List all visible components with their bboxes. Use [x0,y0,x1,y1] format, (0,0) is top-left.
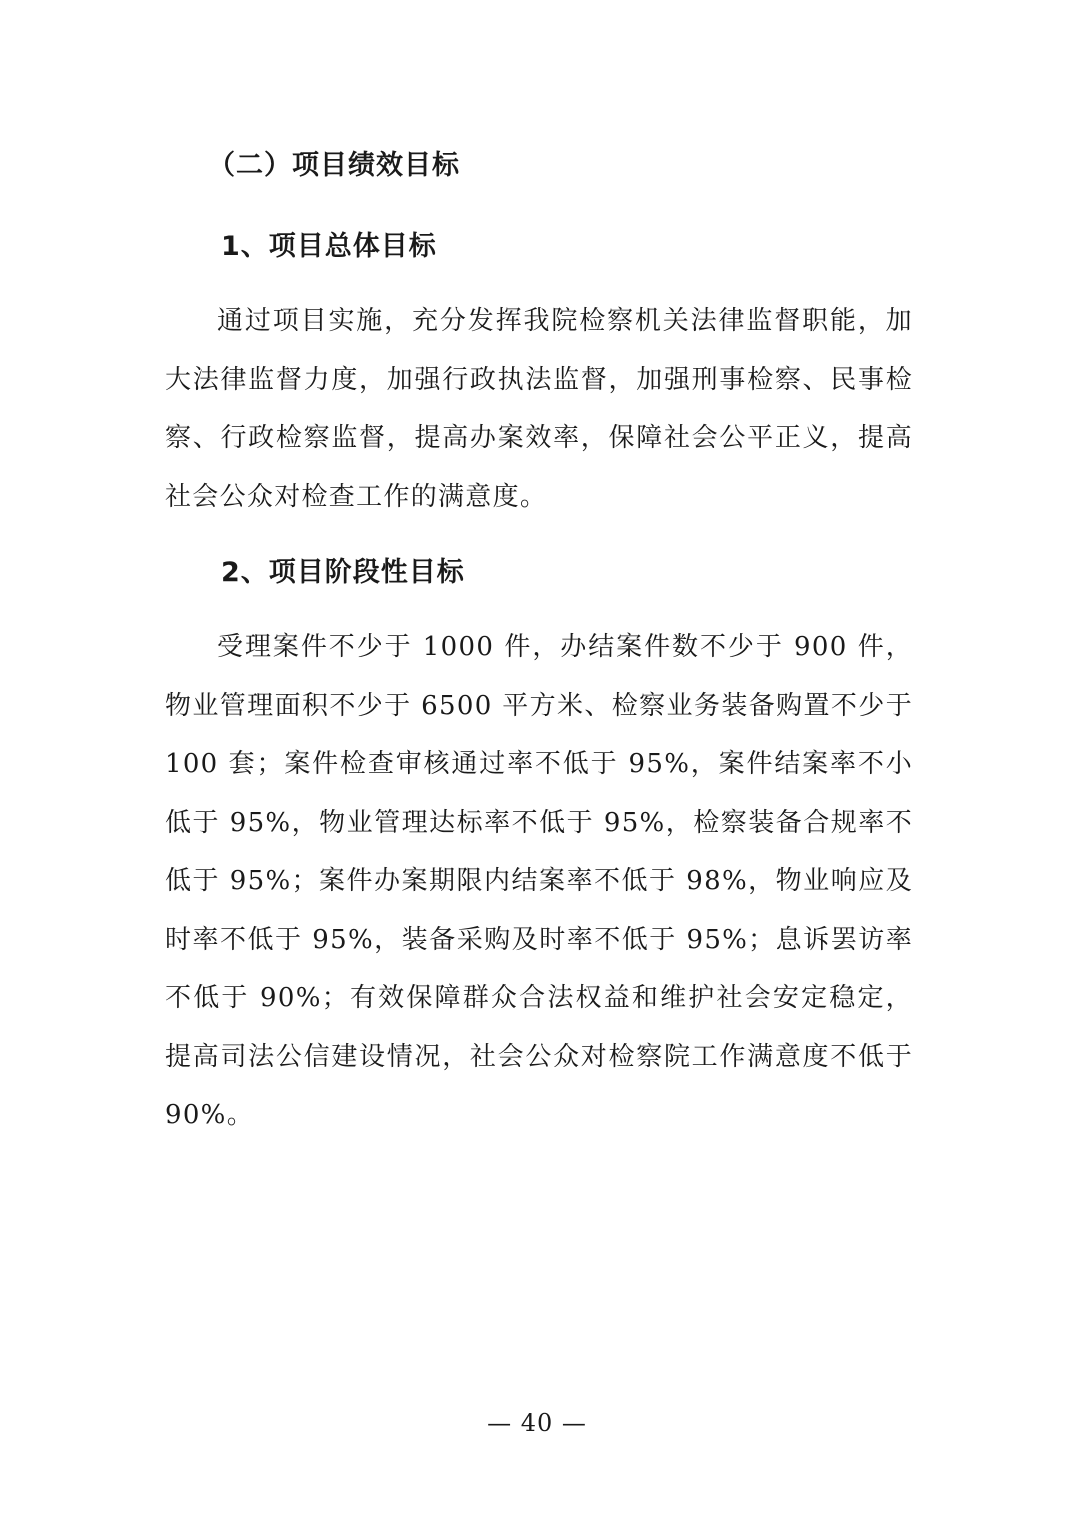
sub-heading-stage-goal: 2、项目阶段性目标 [221,557,465,588]
section-heading: （二）项目绩效目标 [208,150,460,181]
paragraph-overall-goal: 通过项目实施，充分发挥我院检察机关法律监督职能，加大法律监督力度，加强行政执法监督，加强刑事检察、民事检察、行政检察监督，提高办案效率，保障社会公平正义，提高社会公众对检查工作的满意度。 [165,306,913,512]
sub-heading-overall-goal: 1、项目总体目标 [221,231,437,262]
paragraph-stage-goal: 受理案件不少于 1000 件，办结案件数不少于 900 件，物业管理面积不少于 6500 平方米、检察业务装备购置不少于 100 套；案件检查审核通过率不低于 95%，案件结案率不小低于 95%，物业管理达标率不低于 95%，检察装备合规率不低于 95%；案件办案期限内结案率不低于 98%，物业响应及时率不低于 95%，装备采购及时率不低于 95%；息诉罢访率不低于 90%；有效保障群众合法权益和维护社会安定稳定，提高司法公信建设情况，社会公众对检察院工作满意度不低于 90%。 [165,632,913,1130]
page-number: — 40 — [487,1409,587,1437]
